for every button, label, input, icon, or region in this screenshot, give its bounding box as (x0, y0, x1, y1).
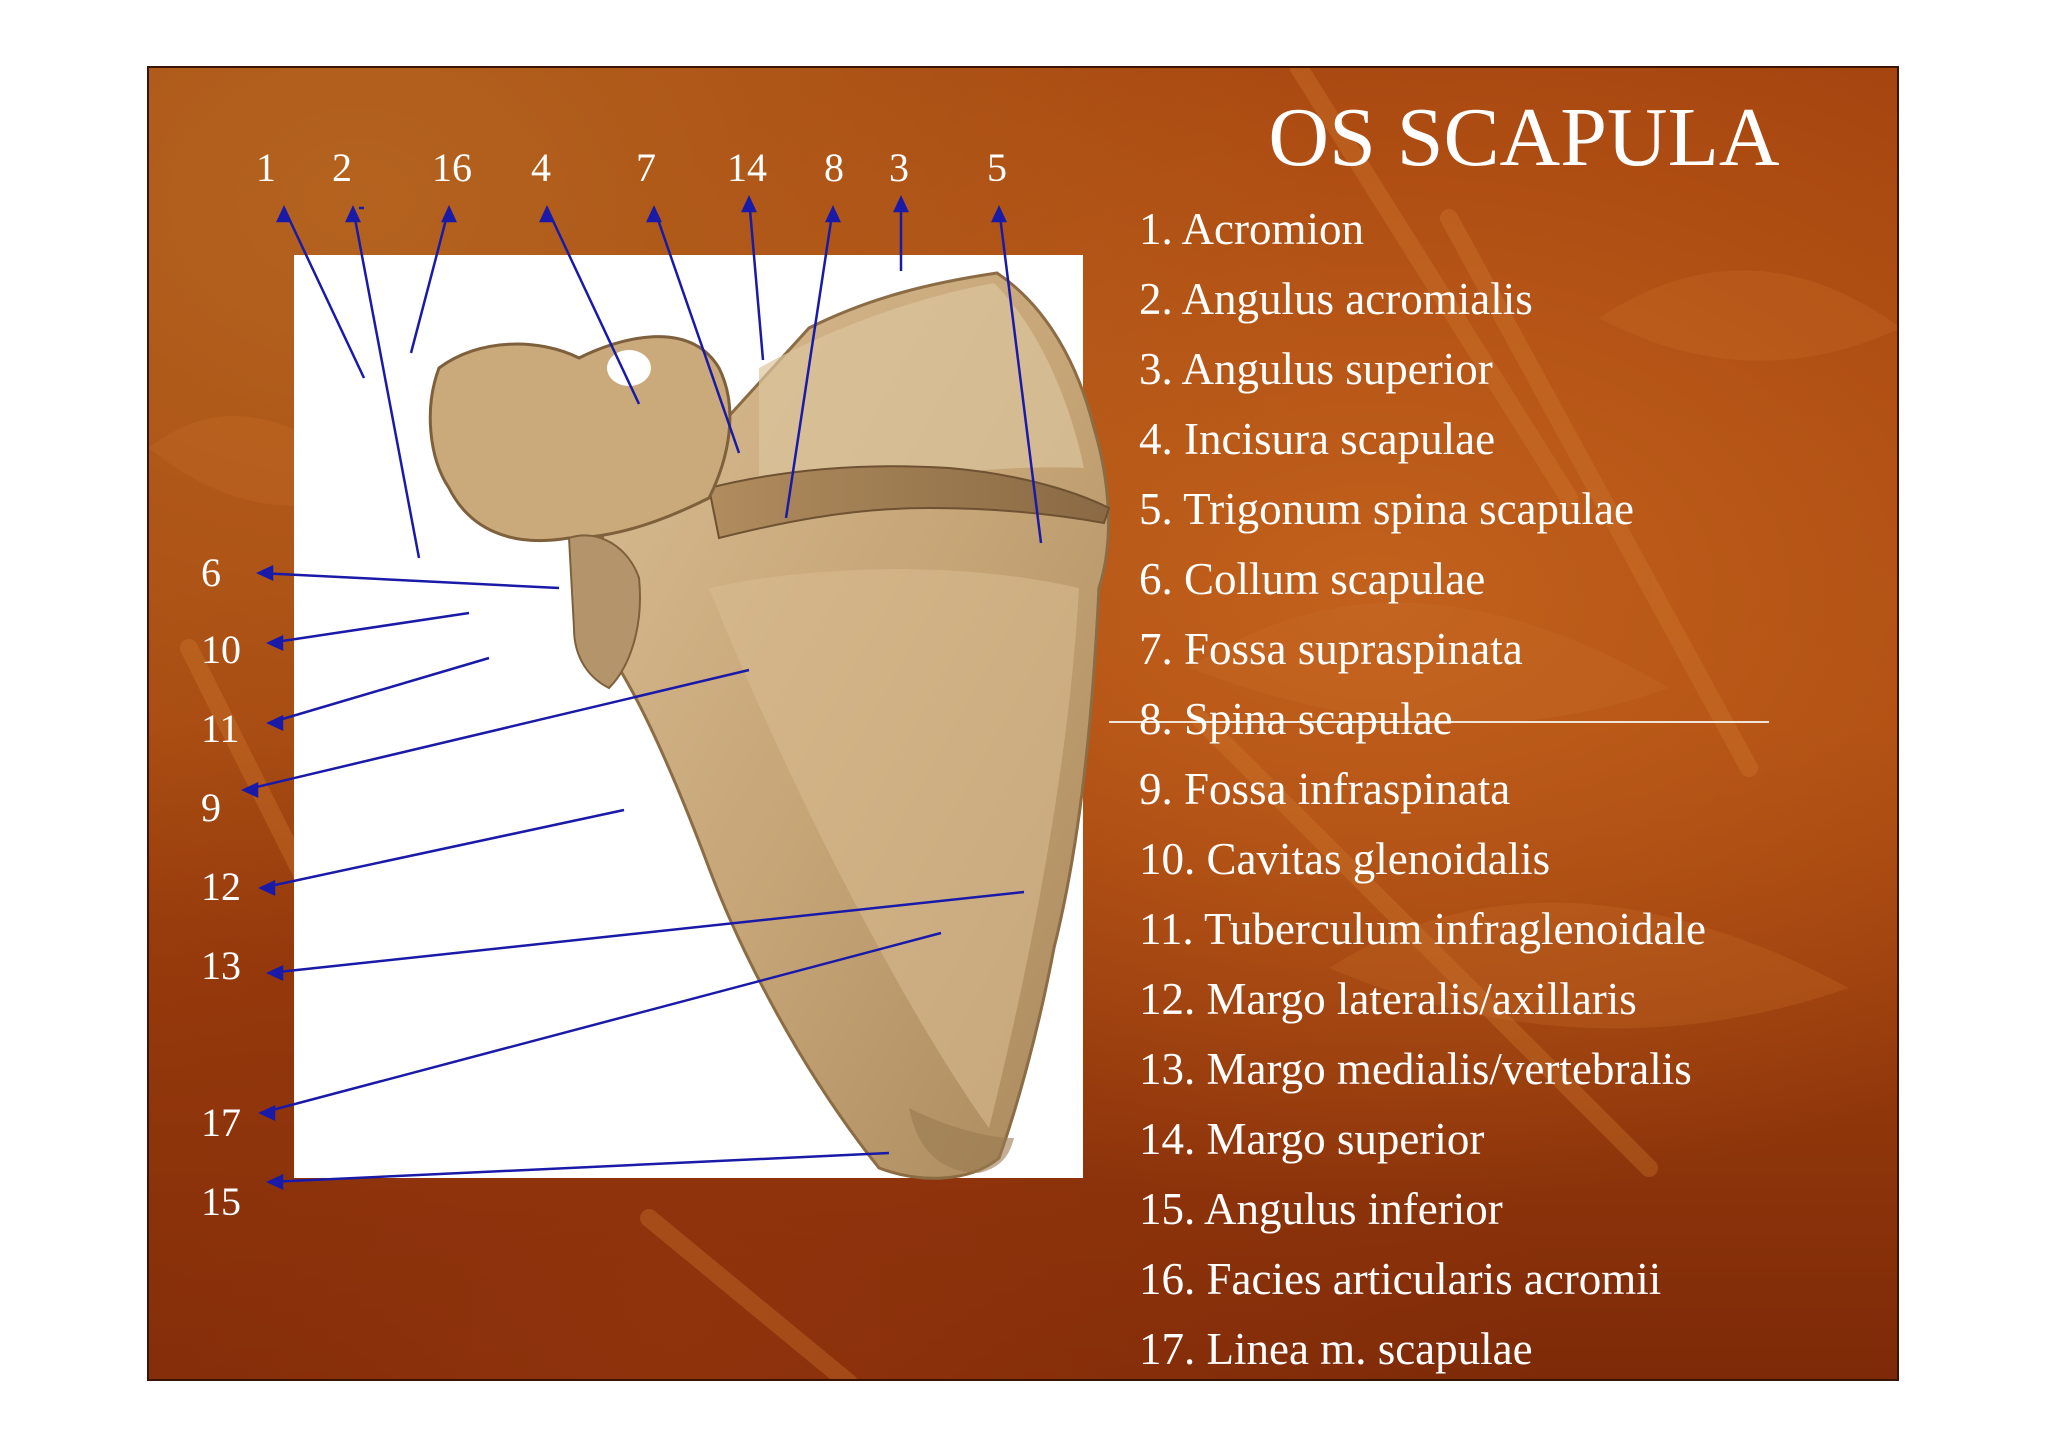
label-left-9: 9 (201, 785, 221, 830)
arrowhead-3 (895, 198, 907, 211)
label-top-4: 4 (531, 145, 551, 190)
arrowhead-6 (259, 567, 272, 579)
arrowhead-1 (278, 208, 290, 221)
label-top-14: 14 (727, 145, 767, 190)
label-top-8: 8 (824, 145, 844, 190)
pointer-line-11 (269, 658, 489, 723)
label-left-17: 17 (201, 1100, 241, 1145)
arrowhead-4 (541, 208, 553, 221)
label-top-7: 7 (636, 145, 656, 190)
arrowhead-11 (269, 717, 282, 729)
arrowhead-8 (827, 208, 839, 221)
legend-item: 14. Margo superior (1139, 1114, 1485, 1164)
label-left-15: 15 (201, 1179, 241, 1224)
arrowhead-10 (269, 637, 282, 649)
arrowhead-16 (443, 208, 455, 221)
legend-item: 8. Spina scapulae (1139, 694, 1453, 744)
legend-item: 11. Tuberculum infraglenoidale (1139, 904, 1706, 954)
legend-item: 3. Angulus superior (1139, 344, 1493, 394)
arrowhead-9 (244, 784, 257, 796)
slide-title: OS SCAPULA (1268, 91, 1780, 184)
pointer-line-15 (269, 1153, 889, 1182)
legend-item: 12. Margo lateralis/axillaris (1139, 974, 1637, 1024)
label-top-1: 1 (256, 145, 276, 190)
arrowhead-7 (648, 208, 660, 221)
label-left-10: 10 (201, 627, 241, 672)
pointer-line-2 (353, 208, 419, 558)
label-top-3: 3 (889, 145, 909, 190)
legend-item: 10. Cavitas glenoidalis (1139, 834, 1551, 884)
arrowhead-17 (261, 1107, 274, 1119)
slide (147, 66, 1899, 1381)
pointer-line-16 (411, 208, 449, 353)
acromion (430, 337, 730, 541)
legend-item: 5. Trigonum spina scapulae (1139, 484, 1634, 534)
arrowhead-12 (261, 882, 274, 894)
legend-item: 15. Angulus inferior (1139, 1184, 1503, 1234)
legend-item: 7. Fossa supraspinata (1139, 624, 1523, 674)
arrowhead-14 (743, 198, 755, 211)
arrowhead-15 (269, 1176, 282, 1188)
label-left-13: 13 (201, 943, 241, 988)
arrowhead-13 (269, 967, 282, 979)
legend-item: 6. Collum scapulae (1139, 554, 1486, 604)
pointer-line-10 (269, 613, 469, 643)
pointer-line-1b (284, 208, 364, 378)
arrowhead-2 (347, 208, 359, 221)
label-left-11: 11 (201, 706, 240, 751)
legend-item: 4. Incisura scapulae (1139, 414, 1496, 464)
pointer-line-6 (259, 573, 559, 588)
arrowhead-5 (993, 208, 1005, 221)
label-top-2: 2 (332, 145, 352, 190)
label-top-5: 5 (987, 145, 1007, 190)
legend-item: 17. Linea m. scapulae (1139, 1324, 1533, 1374)
legend-list (1139, 194, 1706, 1381)
label-top-16: 16 (432, 145, 472, 190)
label-left-12: 12 (201, 864, 241, 909)
legend-item: 1. Acromion (1139, 204, 1364, 254)
legend-item: 16. Facies articularis acromii (1139, 1254, 1662, 1304)
legend-item: 2. Angulus acromialis (1139, 274, 1533, 324)
legend-item: 9. Fossa infraspinata (1139, 764, 1511, 814)
label-left-6: 6 (201, 550, 221, 595)
pointer-line-12 (261, 810, 624, 888)
pointer-line-14 (749, 198, 763, 360)
legend-item: 13. Margo medialis/vertebralis (1139, 1044, 1692, 1094)
